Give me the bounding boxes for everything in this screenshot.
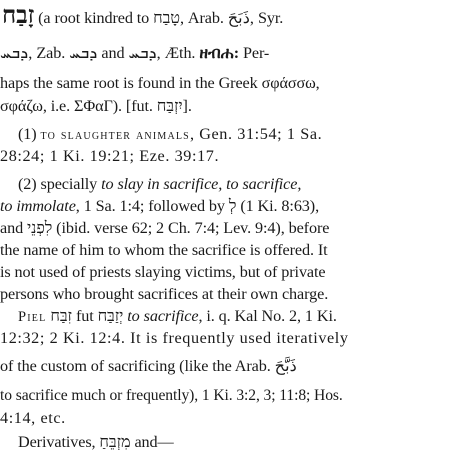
arabic-word: ذَبَحَ: [227, 9, 250, 27]
entry-line-11: [0, 262, 326, 282]
text: , Syr.: [249, 9, 284, 27]
text: (a root kindred to: [38, 9, 150, 27]
text: to sacrifice much or frequently), 1 Ki. 3:2, 3; 11:8; Hos.: [0, 387, 343, 404]
hebrew-word: לְ: [228, 197, 237, 215]
text: (ibid. verse 62; 2 Ch. 7:4; Lev. 9:4), before: [56, 219, 330, 237]
text: , Zab.: [28, 44, 66, 62]
hebrew-word: יְזַבַּח: [97, 307, 124, 325]
entry-line-17: [0, 408, 66, 428]
entry-line-8: [0, 196, 319, 216]
text: persons who brought sacrifices at their own charge.: [0, 285, 329, 303]
hebrew-word: לִפְנֵי: [27, 219, 53, 237]
entry-line-6: [0, 146, 219, 166]
text: and: [101, 44, 125, 62]
syriac-word: ܕܒܚ: [128, 44, 157, 62]
text: ].: [182, 97, 192, 115]
reference: , Gen. 31:54; 1 Sa.: [189, 125, 323, 143]
italic-gloss: to slay in sacrifice, to sacrifice,: [101, 175, 302, 193]
text: (1): [18, 125, 37, 143]
hebrew-word: מִזְבֵּחַ: [99, 433, 131, 451]
mandaic-word: ܕܒܚ: [69, 44, 98, 62]
text: Per-: [242, 44, 270, 62]
italic-gloss: to immolate: [0, 197, 76, 215]
headword-hebrew: זָבַח: [2, 3, 35, 29]
stem-label: Piel: [18, 309, 47, 325]
arabic-word: ذَبَّحَ: [274, 357, 297, 375]
entry-line-16: [0, 386, 343, 406]
text: (2) specially: [18, 175, 98, 193]
text: , i. q. Kal No. 2, 1 Ki.: [198, 307, 337, 325]
text: fut: [75, 307, 94, 325]
entry-line-15: [0, 356, 297, 376]
entry-line-13: [18, 306, 337, 327]
entry-line-14: [0, 328, 349, 348]
entry-line-10: [0, 240, 328, 260]
entry-line-4: [0, 96, 192, 116]
text: is not used of priests slaying victims, but of private: [0, 263, 326, 281]
syriac-word: ܕܒܚ: [0, 44, 29, 62]
text: Derivatives,: [18, 433, 96, 451]
text: of the custom of sacrificing (like the Arab.: [0, 357, 271, 375]
entry-line-5: [18, 124, 322, 145]
hebrew-word: זִבַּח: [50, 307, 72, 325]
ethiopic-word: ዘብሐ:: [199, 44, 239, 62]
entry-line-12: [0, 284, 328, 304]
entry-line-18: [18, 432, 174, 452]
hebrew-word: יִזְבַּח: [156, 97, 183, 115]
text: , Arab.: [179, 9, 224, 27]
entry-line-1: [2, 3, 284, 29]
text: and—: [134, 433, 174, 451]
italic-gloss: to sacrifice: [127, 307, 199, 325]
entry-line-3: [0, 73, 320, 93]
text: , Æth.: [156, 44, 196, 62]
text: haps the same root is found in the Greek σφάσσω,: [0, 74, 320, 92]
reference: 28:24; 1 Ki. 19:21; Eze. 39:17.: [0, 147, 220, 165]
entry-line-2: [0, 43, 269, 63]
text: σφάζω, i.e. ΣΦαΓ). [fut.: [0, 97, 153, 115]
text: and: [0, 219, 24, 237]
text: , 1 Sa. 1:4; followed by: [75, 197, 225, 215]
entry-line-7: [18, 174, 301, 194]
text: 12:32; 2 Ki. 12:4. It is frequently used iteratively: [0, 329, 349, 347]
text: 4:14, etc.: [0, 409, 66, 427]
text: the name of him to whom the sacrifice is offered. It: [0, 241, 328, 259]
text: (1 Ki. 8:63),: [240, 197, 320, 215]
hebrew-word: טָבַח: [153, 9, 180, 27]
sense-heading: to slaughter animals: [40, 127, 190, 143]
entry-line-9: [0, 218, 329, 238]
